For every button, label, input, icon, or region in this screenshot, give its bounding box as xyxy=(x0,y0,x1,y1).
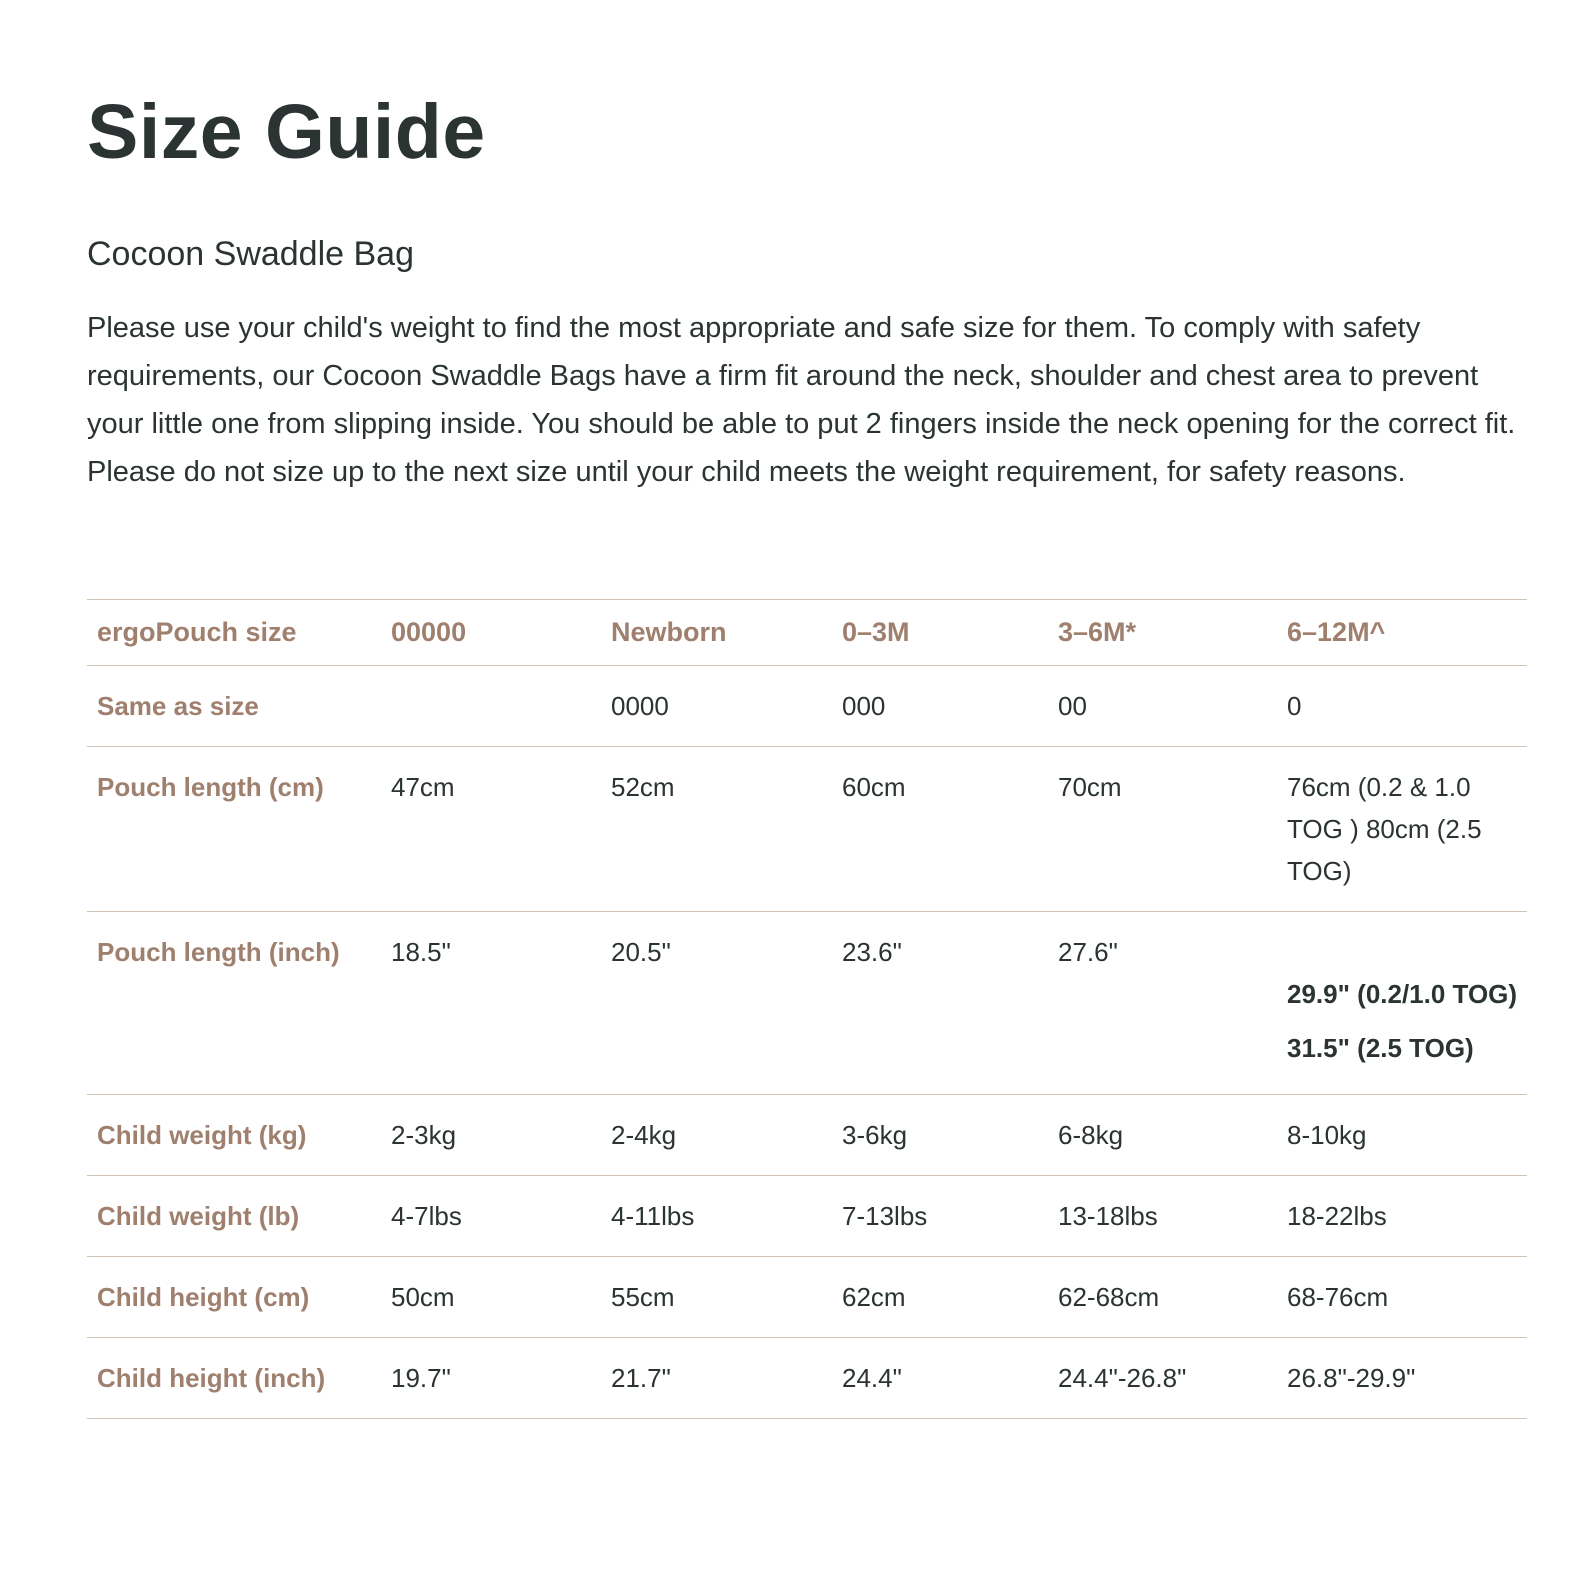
table-cell: 55cm xyxy=(611,1282,675,1312)
table-cell: 2-3kg xyxy=(391,1120,457,1150)
row-label: Pouch length (cm) xyxy=(97,772,324,802)
table-cell: 00 xyxy=(1058,691,1087,721)
table-cell: 13-18lbs xyxy=(1058,1201,1158,1231)
table-cell: 20.5" xyxy=(611,937,671,967)
page-title: Size Guide xyxy=(87,89,486,175)
table-cell xyxy=(381,666,601,747)
table-cell: 23.6" xyxy=(842,937,902,967)
table-cell: 0 xyxy=(1287,691,1302,721)
table-row xyxy=(87,1338,1527,1419)
table-row xyxy=(87,1176,1527,1257)
table-cell: 76cm (0.2 & 1.0 TOG ) 80cm (2.5 TOG) xyxy=(1287,772,1482,886)
product-subtitle: Cocoon Swaddle Bag xyxy=(87,235,415,273)
table-row xyxy=(87,1257,1527,1338)
table-cell: 62-68cm xyxy=(1058,1282,1160,1312)
table-cell-note: 29.9" (0.2/1.0 TOG) 31.5" (2.5 TOG) xyxy=(1287,979,1518,1063)
row-label: Child weight (kg) xyxy=(97,1120,307,1150)
row-label: Child height (inch) xyxy=(97,1363,326,1393)
row-label: Same as size xyxy=(97,691,259,721)
intro-paragraph: Please use your child's weight to find the most appropriate and safe size for them. To comply with safety requirements, our Cocoon Swaddle Bags have a firm fit around the neck, shoulder and chest area to prevent your little one from slipping inside. You should be able to put 2 fingers inside the neck opening for the correct fit. Please do not size up to the next size until your child meets the weight requirement, for safety reasons. xyxy=(87,312,1516,488)
row-label: Child height (cm) xyxy=(97,1282,310,1312)
header-size-00000: 00000 xyxy=(391,617,467,647)
table-row xyxy=(87,912,1527,1095)
table-cell: 8-10kg xyxy=(1287,1120,1367,1150)
header-size-3-6m: 3–6M* xyxy=(1058,617,1137,647)
table-cell: 18-22lbs xyxy=(1287,1201,1387,1231)
table-row xyxy=(87,666,1527,747)
table-cell: 3-6kg xyxy=(842,1120,908,1150)
table-cell: 60cm xyxy=(842,772,906,802)
table-cell: 68-76cm xyxy=(1287,1282,1389,1312)
table-cell: 47cm xyxy=(391,772,455,802)
table-cell: 27.6" xyxy=(1058,937,1118,967)
header-size-newborn: Newborn xyxy=(611,617,727,647)
header-label-size: ergoPouch size xyxy=(97,617,297,647)
table-cell: 52cm xyxy=(611,772,675,802)
table-cell: 19.7" xyxy=(391,1363,451,1393)
table-cell: 6-8kg xyxy=(1058,1120,1124,1150)
table-cell: 000 xyxy=(842,691,886,721)
table-cell xyxy=(1277,912,1527,1095)
table-cell: 62cm xyxy=(842,1282,906,1312)
table-header-row xyxy=(87,600,1527,666)
table-cell: 24.4"-26.8" xyxy=(1058,1363,1187,1393)
table-row xyxy=(87,747,1527,912)
table-cell: 7-13lbs xyxy=(842,1201,928,1231)
table-cell: 18.5" xyxy=(391,937,451,967)
table-cell: 21.7" xyxy=(611,1363,671,1393)
table-cell: 26.8"-29.9" xyxy=(1287,1363,1416,1393)
table-cell: 2-4kg xyxy=(611,1120,677,1150)
table-cell: 24.4" xyxy=(842,1363,902,1393)
size-table xyxy=(87,599,1527,1419)
header-size-6-12m: 6–12M^ xyxy=(1287,617,1386,647)
table-cell: 4-11lbs xyxy=(611,1201,695,1231)
table-row xyxy=(87,1095,1527,1176)
row-label: Pouch length (inch) xyxy=(97,937,340,967)
table-cell: 50cm xyxy=(391,1282,455,1312)
table-cell: 70cm xyxy=(1058,772,1122,802)
table-cell: 0000 xyxy=(611,691,669,721)
table-cell: 4-7lbs xyxy=(391,1201,462,1231)
header-size-0-3m: 0–3M xyxy=(842,617,910,647)
row-label: Child weight (lb) xyxy=(97,1201,300,1231)
